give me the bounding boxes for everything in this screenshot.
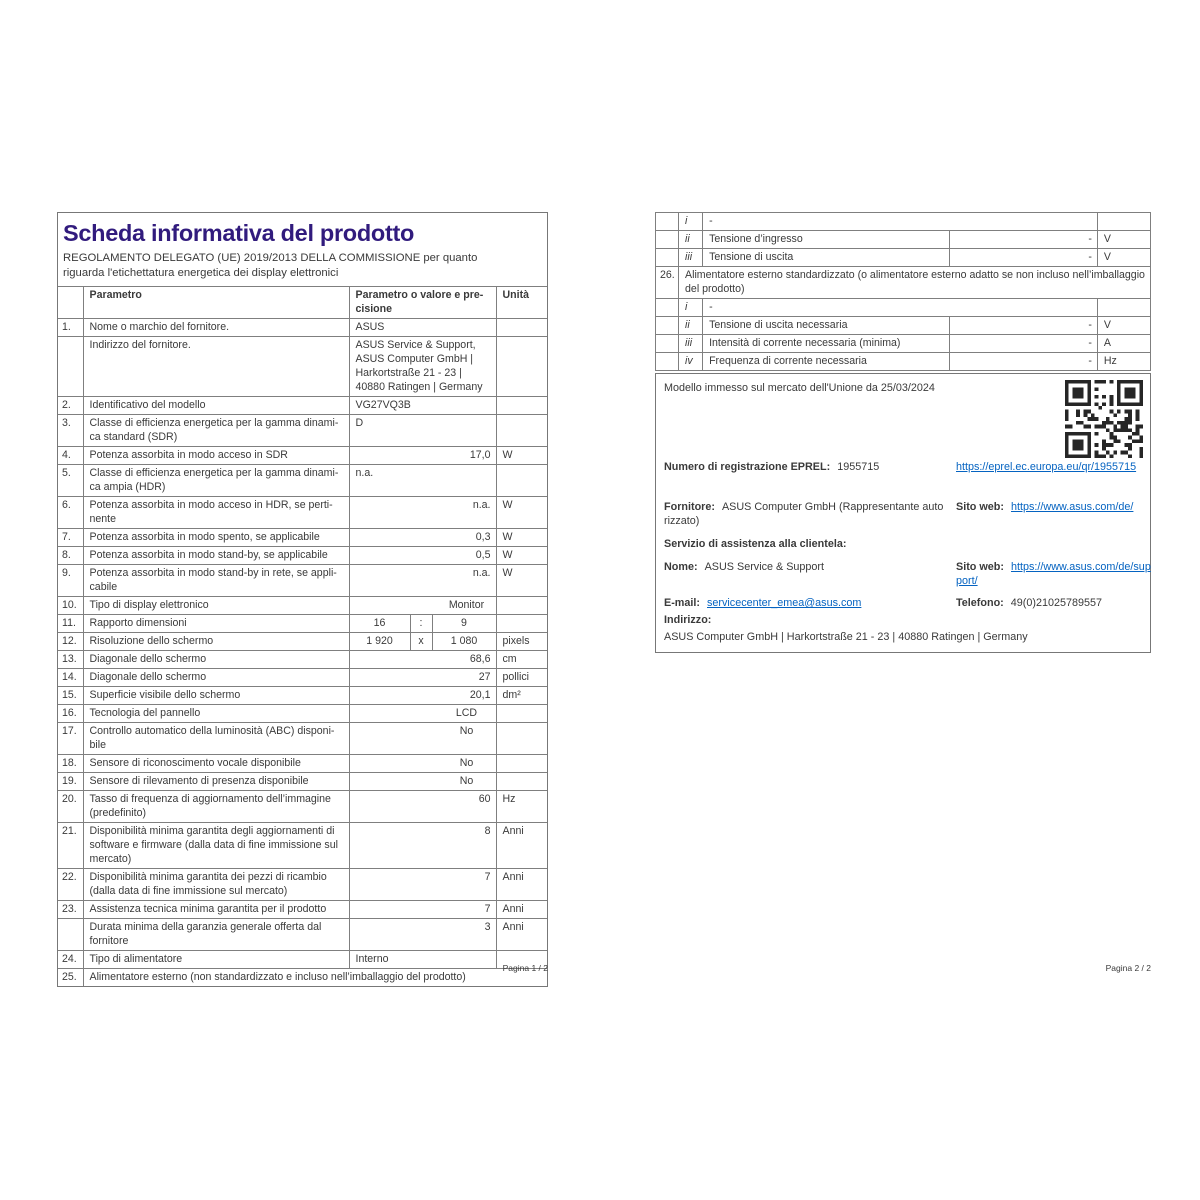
page-subtitle: REGOLAMENTO DELEGATO (UE) 2019/2013 DELLA COMMISSIONE per quanto riguarda l'etichettatura energetica dei display elettronici [63, 252, 478, 280]
qr-code-image [1065, 380, 1143, 458]
parameter-cell: Risoluzione dello schermo [83, 633, 349, 651]
sub-index-cell: iv [679, 353, 703, 371]
parameter-cell: Disponibilità minima garantita degli aggiornamenti di software e firmware (dalla data di fine immissione sul mercato) [83, 823, 349, 869]
row-number-cell [656, 353, 679, 371]
table-row [58, 597, 547, 615]
parameter-cell: Potenza assorbita in modo acceso in SDR [83, 447, 349, 465]
row-number-cell [656, 299, 679, 317]
value-cell: 27 [349, 669, 496, 687]
phone-label: Telefono: [956, 597, 1004, 609]
table-row [656, 213, 1151, 231]
row-number-cell: 19. [58, 773, 83, 791]
parameter-cell: Classe di efficienza energetica per la gamma dinamica standard (SDR) [83, 415, 349, 447]
unit-cell: A [1097, 335, 1150, 353]
customer-service-heading: Servizio di assistenza alla clientela: [664, 538, 847, 550]
value-cell: 3 [349, 919, 496, 951]
row-number-cell: 8. [58, 547, 83, 565]
parameter-cell: Superficie visibile dello schermo [83, 687, 349, 705]
unit-cell: Anni [496, 869, 547, 901]
unit-cell [496, 755, 547, 773]
unit-cell [496, 465, 547, 497]
parameter-cell: Tensione d’ingresso [703, 231, 949, 249]
parameter-cell: Rapporto dimensioni [83, 615, 349, 633]
row-number-cell: 22. [58, 869, 83, 901]
value-cell: 20,1 [349, 687, 496, 705]
value-part: : [410, 615, 433, 632]
value-cell [349, 597, 496, 615]
table-row [656, 335, 1151, 353]
value-cell: n.a. [349, 565, 496, 597]
parameter-cell: Controllo automatico della luminosità (ABC) disponibile [83, 723, 349, 755]
sub-index-cell: iii [679, 249, 703, 267]
row-number-cell: 9. [58, 565, 83, 597]
value-cell: 8 [349, 823, 496, 869]
unit-cell: pixels [496, 633, 547, 651]
parameter-cell: Tensione di uscita necessaria [703, 317, 949, 335]
product-fiche-table [58, 286, 547, 986]
parameter-cell: Assistenza tecnica minima garantita per il prodotto [83, 901, 349, 919]
row-number-cell: 17. [58, 723, 83, 755]
unit-cell: pollici [496, 669, 547, 687]
table-row [58, 415, 547, 447]
sub-index-cell: iii [679, 335, 703, 353]
row-number-cell [58, 337, 83, 397]
table-row [58, 529, 547, 547]
row-number-cell: 25. [58, 969, 83, 987]
supplier-label: Fornitore: [664, 501, 715, 513]
table-row [58, 397, 547, 415]
value-text: No [459, 757, 474, 770]
table-row [656, 267, 1151, 299]
parameter-cell: - [703, 213, 1098, 231]
parameter-cell: Tipo di alimentatore [83, 951, 349, 969]
value-cell: - [949, 353, 1097, 371]
sub-index-cell: i [679, 213, 703, 231]
page-1 [57, 212, 548, 987]
page-2 [655, 212, 1151, 371]
row-number-cell: 23. [58, 901, 83, 919]
parameter-cell: Tipo di display elettronico [83, 597, 349, 615]
parameter-cell: Frequenza di corrente necessaria [703, 353, 949, 371]
row-number-cell: 13. [58, 651, 83, 669]
table-row [656, 231, 1151, 249]
table-row [656, 353, 1151, 371]
parameter-cell: Diagonale dello schermo [83, 669, 349, 687]
header-parameter-cell: Parametro [83, 287, 349, 319]
supplier-text [664, 500, 946, 528]
product-fiche-rows [58, 319, 547, 987]
value-cell: 68,6 [349, 651, 496, 669]
table-row [58, 465, 547, 497]
unit-cell: Anni [496, 823, 547, 869]
sub-index-cell: ii [679, 231, 703, 249]
eprel-registration-row [664, 460, 1143, 474]
parameter-cell: Nome o marchio del fornitore. [83, 319, 349, 337]
table-row [656, 299, 1151, 317]
table-header-row [58, 287, 547, 319]
email-link[interactable]: servicecenter_emea@asus.com [707, 597, 862, 609]
parameter-cell: Classe di efficienza energetica per la gamma dinamica ampia (HDR) [83, 465, 349, 497]
table-row [58, 497, 547, 529]
value-cell: n.a. [349, 465, 496, 497]
table-row [58, 651, 547, 669]
parameter-cell: Identificativo del modello [83, 397, 349, 415]
support-website-row [956, 560, 1152, 588]
value-cell: ASUS Service & Support, ASUS Computer GmbH | Harkortstraße 21 - 23 | 40880 Ratingen | Germany [349, 337, 496, 397]
address-label: Indirizzo: [664, 614, 712, 626]
unit-cell: Anni [496, 901, 547, 919]
unit-cell [496, 773, 547, 791]
sub-index-cell: i [679, 299, 703, 317]
value-cell [349, 723, 496, 755]
unit-cell: Hz [496, 791, 547, 823]
table-row [58, 919, 547, 951]
unit-cell: W [496, 565, 547, 597]
table-row [58, 615, 547, 633]
parameter-cell: Sensore di riconoscimento vocale disponibile [83, 755, 349, 773]
website-label: Sito web: [956, 501, 1004, 513]
parameter-cell: Potenza assorbita in modo acceso in HDR, se pertinente [83, 497, 349, 529]
unit-cell [496, 415, 547, 447]
parameter-cell: Sensore di rilevamento di presenza disponibile [83, 773, 349, 791]
value-cell [349, 633, 496, 651]
table-row [58, 565, 547, 597]
table-row [58, 633, 547, 651]
table-row [58, 823, 547, 869]
row-number-cell: 3. [58, 415, 83, 447]
value-part: 1 080 [450, 635, 478, 648]
parameter-cell: Durata minima della garanzia generale offerta dal fornitore [83, 919, 349, 951]
value-text: LCD [455, 707, 478, 720]
eprel-qr-link[interactable]: https://eprel.ec.europa.eu/qr/1955715 [956, 461, 1137, 473]
value-part: 1 920 [366, 635, 393, 648]
value-cell: ASUS [349, 319, 496, 337]
header-unit-cell: Unità [496, 287, 547, 319]
parameter-cell: Potenza assorbita in modo stand-by in rete, se applicabile [83, 565, 349, 597]
parameter-cell: Alimentatore esterno standardizzato (o alimentatore esterno adatto se non incluso nell’imballaggio del prodotto) [679, 267, 1151, 299]
table-row [58, 773, 547, 791]
value-cell: 0,3 [349, 529, 496, 547]
unit-cell: W [496, 529, 547, 547]
row-number-cell: 21. [58, 823, 83, 869]
value-cell: 7 [349, 869, 496, 901]
unit-cell: Hz [1097, 353, 1150, 371]
eprel-number-value: 1955715 [837, 461, 880, 473]
row-number-cell: 12. [58, 633, 83, 651]
value-cell: Interno [349, 951, 496, 969]
unit-cell: W [496, 447, 547, 465]
value-cell: 60 [349, 791, 496, 823]
unit-cell [496, 597, 547, 615]
header-value-cell: Parametro o valore e precisione [349, 287, 496, 319]
parameter-cell: Tasso di frequenza di aggiornamento dell’immagine (predefinito) [83, 791, 349, 823]
sub-index-cell: ii [679, 317, 703, 335]
parameter-cell: Potenza assorbita in modo stand-by, se applicabile [83, 547, 349, 565]
row-number-cell [656, 317, 679, 335]
value-part: 9 [461, 617, 467, 630]
address-value: ASUS Computer GmbH | Harkortstraße 21 - 23 | 40880 Ratingen | Germany [664, 631, 1028, 643]
row-number-cell: 14. [58, 669, 83, 687]
table-row [656, 249, 1151, 267]
unit-cell: cm [496, 651, 547, 669]
parameter-cell: - [703, 299, 1098, 317]
row-number-cell [656, 213, 679, 231]
parameter-cell: Tensione di uscita [703, 249, 949, 267]
table-row [58, 687, 547, 705]
table-row [58, 755, 547, 773]
row-number-cell: 7. [58, 529, 83, 547]
power-supply-table [655, 212, 1151, 371]
value-cell: D [349, 415, 496, 447]
eprel-number-label: Numero di registrazione EPREL: [664, 461, 831, 473]
row-number-cell: 26. [656, 267, 679, 299]
value-cell: 17,0 [349, 447, 496, 465]
unit-cell [496, 723, 547, 755]
unit-cell: W [496, 547, 547, 565]
unit-cell: V [1097, 231, 1150, 249]
row-number-cell [58, 919, 83, 951]
value-cell: n.a. [349, 497, 496, 529]
parameter-cell: Tecnologia del pannello [83, 705, 349, 723]
unit-cell [496, 397, 547, 415]
phone-value: 49(0)21025789557 [1010, 597, 1103, 609]
table-row [58, 791, 547, 823]
row-number-cell: 20. [58, 791, 83, 823]
support-website-link[interactable]: https://www.asus.com/de/support/ [956, 561, 1151, 587]
value-cell: - [949, 231, 1097, 249]
table-row [58, 669, 547, 687]
value-text: No [459, 775, 474, 788]
row-number-cell [656, 335, 679, 353]
market-entry-note: Modello immesso sul mercato dell'Unione da 25/03/2024 [664, 382, 935, 394]
service-name-label: Nome: [664, 561, 698, 573]
table-row [656, 317, 1151, 335]
header-number-cell [58, 287, 83, 319]
row-number-cell: 5. [58, 465, 83, 497]
parameter-cell: Indirizzo del fornitore. [83, 337, 349, 397]
value-cell: 0,5 [349, 547, 496, 565]
table-row [58, 447, 547, 465]
table-row [58, 723, 547, 755]
value-part: 16 [373, 617, 386, 630]
value-text: No [459, 725, 474, 738]
row-number-cell: 11. [58, 615, 83, 633]
row-number-cell: 24. [58, 951, 83, 969]
value-cell: - [949, 317, 1097, 335]
row-number-cell: 2. [58, 397, 83, 415]
email-phone-row [664, 596, 1143, 610]
value-cell [349, 755, 496, 773]
unit-cell [496, 337, 547, 397]
unit-cell: W [496, 497, 547, 529]
table-row [58, 869, 547, 901]
table-row [58, 337, 547, 397]
table-row [58, 319, 547, 337]
parameter-cell: Disponibilità minima garantita dei pezzi di ricambio (dalla data di fine immissione sul mercato) [83, 869, 349, 901]
supplier-value: ASUS Computer GmbH (Rappresentante autorizzato) [664, 501, 944, 527]
unit-cell [1097, 213, 1150, 231]
power-supply-rows [656, 213, 1151, 371]
row-number-cell: 16. [58, 705, 83, 723]
page-1-header [58, 213, 547, 286]
row-number-cell: 18. [58, 755, 83, 773]
website-row [956, 500, 1152, 514]
support-website-label: Sito web: [956, 561, 1004, 573]
unit-cell: Anni [496, 919, 547, 951]
value-cell [349, 773, 496, 791]
table-row [58, 705, 547, 723]
unit-cell [496, 705, 547, 723]
parameter-cell: Alimentatore esterno (non standardizzato e incluso nell’imballaggio del prodotto) [83, 969, 547, 987]
value-part: x [410, 633, 433, 650]
unit-cell: dm² [496, 687, 547, 705]
value-cell: - [949, 249, 1097, 267]
row-number-cell: 1. [58, 319, 83, 337]
table-row [58, 901, 547, 919]
service-name-row [664, 560, 1151, 587]
unit-cell: V [1097, 249, 1150, 267]
row-number-cell: 15. [58, 687, 83, 705]
row-number-cell [656, 231, 679, 249]
parameter-cell: Potenza assorbita in modo spento, se applicabile [83, 529, 349, 547]
table-row [58, 547, 547, 565]
phone-row [956, 596, 1152, 610]
value-cell: - [949, 335, 1097, 353]
row-number-cell: 6. [58, 497, 83, 529]
supplier-website-link[interactable]: https://www.asus.com/de/ [1011, 501, 1134, 513]
row-number-cell: 10. [58, 597, 83, 615]
unit-cell [496, 319, 547, 337]
eprel-info-box [655, 373, 1151, 653]
parameter-cell: Intensità di corrente necessaria (minima) [703, 335, 949, 353]
page-title: Scheda informativa del prodotto [63, 220, 415, 246]
supplier-row [664, 500, 1143, 528]
page-1-footer: Pagina 1 / 2 [502, 963, 548, 973]
value-cell: 7 [349, 901, 496, 919]
value-cell: VG27VQ3B [349, 397, 496, 415]
value-text: Monitor [448, 599, 485, 612]
row-number-cell: 4. [58, 447, 83, 465]
unit-cell [496, 615, 547, 633]
row-number-cell [656, 249, 679, 267]
unit-cell [1097, 299, 1150, 317]
unit-cell: V [1097, 317, 1150, 335]
value-cell [349, 615, 496, 633]
parameter-cell: Diagonale dello schermo [83, 651, 349, 669]
email-label: E-mail: [664, 597, 700, 609]
service-name-value: ASUS Service & Support [704, 561, 825, 573]
value-cell [349, 705, 496, 723]
page-2-footer: Pagina 2 / 2 [1105, 963, 1151, 973]
